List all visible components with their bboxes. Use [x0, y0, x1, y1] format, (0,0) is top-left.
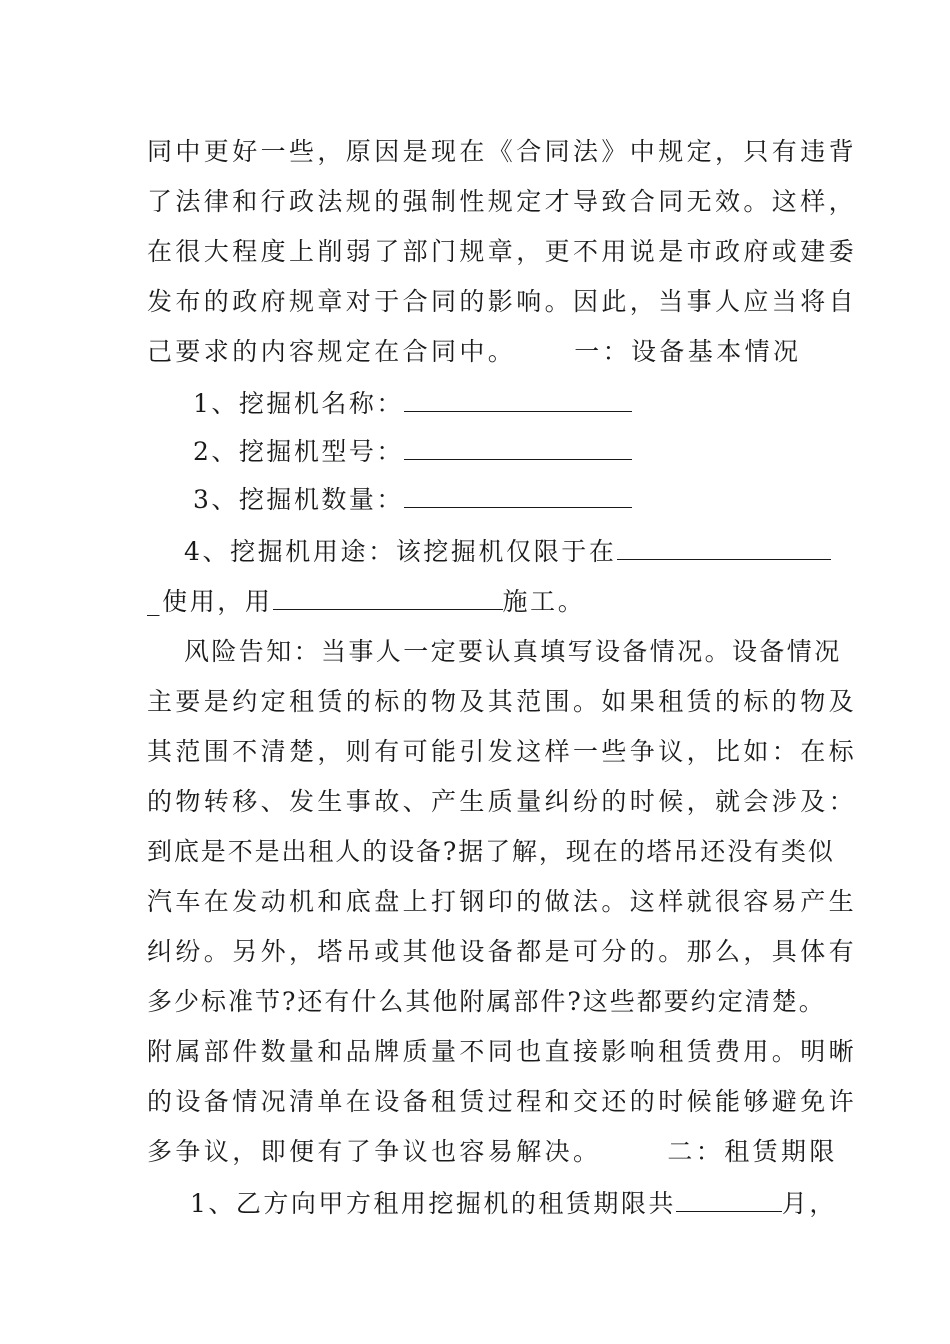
- text-line: 到底是不是出租人的设备?据了解，现在的塔吊还没有类似: [147, 837, 835, 866]
- text-line: 附属部件数量和品牌质量不同也直接影响租赁费用。明晰: [147, 1037, 858, 1066]
- text-line: 其范围不清楚，则有可能引发这样一些争议，比如：在标: [147, 737, 858, 766]
- field-label: 2、挖掘机型号：: [193, 437, 404, 466]
- lease-term-row: [190, 1188, 837, 1220]
- text-line: 发布的政府规章对于合同的影响。因此，当事人应当将自: [147, 287, 858, 316]
- text-line: 汽车在发动机和底盘上打钢印的做法。这样就很容易产生: [147, 887, 858, 916]
- text-fragment: 多争议，即便有了争议也容易解决。: [147, 1137, 602, 1166]
- blank-line[interactable]: [273, 587, 503, 610]
- text-line: 多少标准节?还有什么其他附属部件?这些都要约定清楚。: [147, 987, 826, 1016]
- text-fragment: 月，: [781, 1189, 837, 1218]
- field-label: 4、挖掘机用途：该挖掘机仅限于在: [184, 537, 617, 566]
- blank-line[interactable]: [404, 485, 632, 508]
- text-line: 风险告知：当事人一定要认真填写设备情况。设备情况: [184, 637, 842, 666]
- equipment-quantity-row: [193, 484, 633, 516]
- equipment-use-row: [184, 536, 814, 568]
- text-fragment: _使用，用: [147, 587, 273, 616]
- text-line: 主要是约定租赁的标的物及其范围。如果租赁的标的物及: [147, 687, 858, 716]
- text-line: 的设备情况清单在设备租赁过程和交还的时候能够避免许: [147, 1087, 858, 1116]
- section-heading: 二：租赁期限: [667, 1137, 838, 1166]
- blank-line[interactable]: [404, 389, 632, 412]
- blank-line[interactable]: [617, 537, 831, 560]
- text-line: [147, 1136, 838, 1168]
- equipment-name-row: [193, 388, 633, 420]
- text-fragment: 己要求的内容规定在合同中。: [147, 337, 517, 366]
- text-line: 同中更好一些，原因是现在《合同法》中规定，只有违背: [147, 137, 858, 166]
- text-fragment: 施工。: [502, 587, 586, 616]
- text-line: 纠纷。另外，塔吊或其他设备都是可分的。那么，具体有: [147, 937, 858, 966]
- text-line: 的物转移、发生事故、产生质量纠纷的时候，就会涉及：: [147, 787, 858, 816]
- equipment-use-row-cont: [147, 586, 807, 618]
- section-heading: 一：设备基本情况: [574, 337, 802, 366]
- blank-line[interactable]: [404, 437, 632, 460]
- field-label: 1、乙方向甲方租用挖掘机的租赁期限共: [190, 1189, 676, 1218]
- field-label: 3、挖掘机数量：: [193, 485, 404, 514]
- text-line: 了法律和行政法规的强制性规定才导致合同无效。这样，: [147, 187, 858, 216]
- equipment-model-row: [193, 436, 633, 468]
- text-line: 在很大程度上削弱了部门规章，更不用说是市政府或建委: [147, 237, 858, 266]
- text-line: [147, 336, 807, 368]
- blank-line[interactable]: [676, 1189, 782, 1212]
- field-label: 1、挖掘机名称：: [193, 389, 404, 418]
